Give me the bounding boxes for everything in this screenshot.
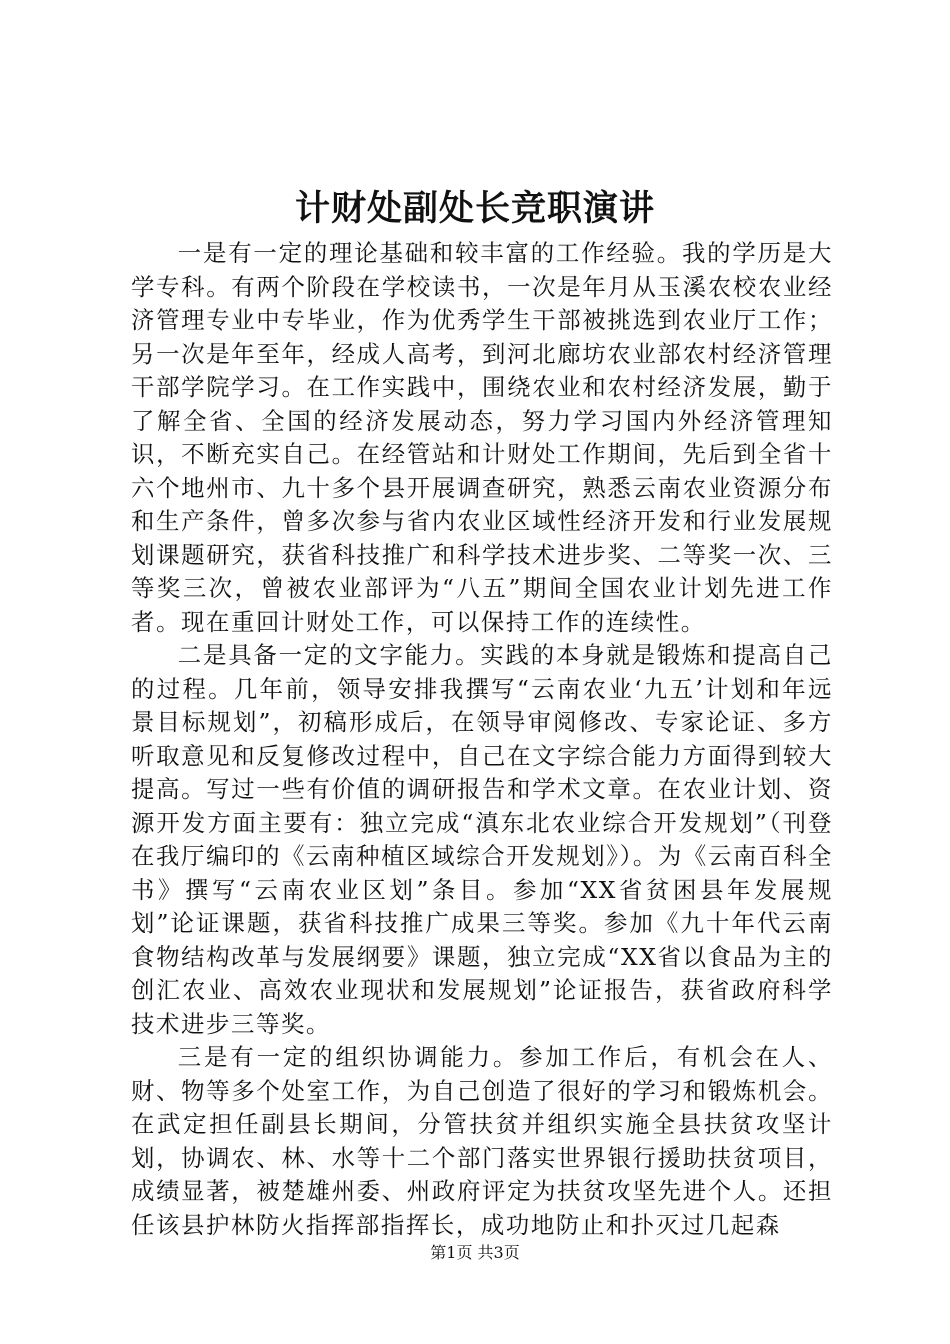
paragraph-2: 二是具备一定的文字能力。实践的本身就是锻炼和提高自己的过程。几年前，领导安排我撰写“云南农业‘九五’计划和年远景目标规划”，初稿形成后，在领导审阅修改、专家论证、多方听取意见和反复修改过程中，自己在文字综合能力方面得到较大提高。写过一些有价值的调研报告和学术文章。在农业计划、资源开发方面主要有：独立完成“滇东北农业综合开发规划”（刊登在我厅编印的《云南种植区域综合开发规划》）。为《云南百科全书》撰写“云南农业区划”条目。参加“XX省贫困县年发展规划”论证课题，获省科技推广成果三等奖。参加《九十年代云南食物结构改革与发展纲要》课题，独立完成“XX省以食品为主的创汇农业、高效农业现状和发展规划”论证报告，获省政府科学技术进步三等奖。 <box>131 641 833 1038</box>
paragraph-1: 一是有一定的理论基础和较丰富的工作经验。我的学历是大学专科。有两个阶段在学校读书，一次是年月从玉溪农校农业经济管理专业中专毕业，作为优秀学生干部被挑选到农业厅工作；另一次是年至年，经成人高考，到河北廊坊农业部农村经济管理干部学院学习。在工作实践中，围绕农业和农村经济发展，勤于了解全省、全国的经济发展动态，努力学习国内外经济管理知识，不断充实自己。在经管站和计财处工作期间，先后到全省十六个地州市、九十多个县开展调查研究，熟悉云南农业资源分布和生产条件，曾多次参与省内农业区域性经济开发和行业发展规划课题研究，获省科技推广和科学技术进步奖、二等奖一次、三等奖三次，曾被农业部评为“八五”期间全国农业计划先进工作者。现在重回计财处工作，可以保持工作的连续性。 <box>131 239 833 636</box>
document-title: 计财处副处长竞职演讲 <box>294 188 655 229</box>
page-footer: 第1页 共3页 <box>430 1243 520 1262</box>
document-body <box>131 237 833 1242</box>
paragraph-3: 三是有一定的组织协调能力。参加工作后，有机会在人、财、物等多个处室工作，为自己创造了很好的学习和锻炼机会。在武定担任副县长期间，分管扶贫并组织实施全县扶贫攻坚计划，协调农、林、水等十二个部门落实世界银行援助扶贫项目，成绩显著，被楚雄州委、州政府评定为扶贫攻坚先进个人。还担任该县护林防火指挥部指挥长，成功地防止和扑灭过几起森 <box>131 1043 833 1239</box>
